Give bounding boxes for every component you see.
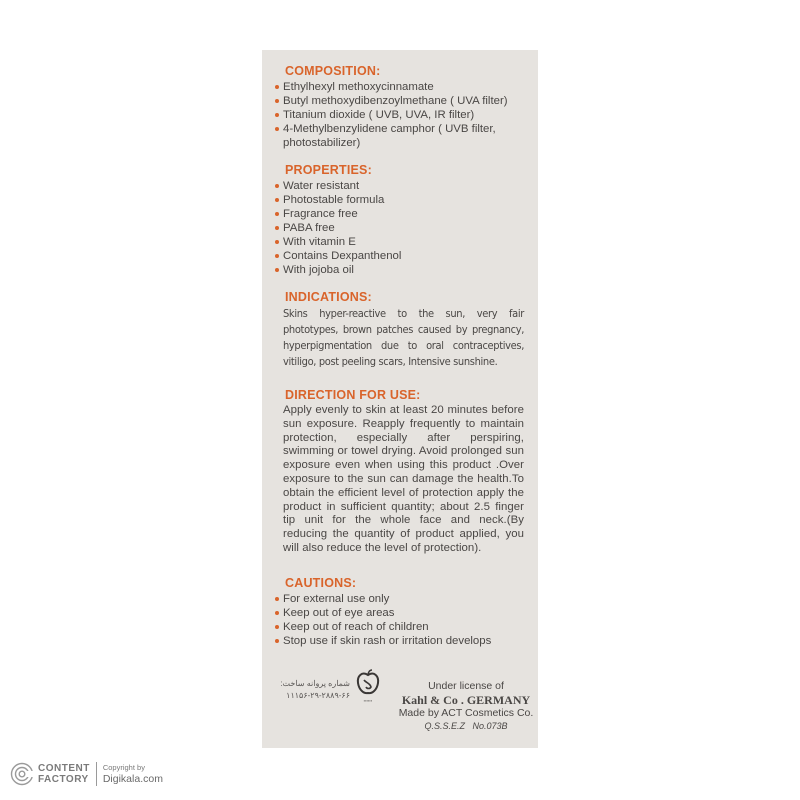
bullet-icon [275, 254, 279, 258]
emblem-caption: ▪▪▪▪▪▪ [363, 698, 373, 703]
list-item: Keep out of reach of children [274, 620, 524, 634]
list-item: Ethylhexyl methoxycinnamate [274, 80, 524, 94]
list-item: Fragrance free [274, 207, 524, 221]
cautions-heading: CAUTIONS: [285, 575, 357, 590]
bullet-icon [275, 99, 279, 103]
list-item: Water resistant [274, 179, 524, 193]
indications-text: Skins hyper-reactive to the sun, very fair phototypes, brown patches caused by pregnancy, hyperpigmentation due to oral contraceptives, vitiligo, post peeling scars, Intensive sunshine. [283, 307, 524, 368]
list-item: Butyl methoxydibenzoylmethane ( UVA filter) [274, 94, 524, 108]
licensor-text: Kahl & Co . GERMANY [401, 693, 531, 707]
bullet-icon [275, 184, 279, 188]
list-item: 4-Methylbenzylidene camphor ( UVB filter, photostabilizer) [274, 122, 524, 150]
watermark-divider [96, 762, 97, 786]
bullet-icon [275, 611, 279, 615]
license-label: شماره پروانه ساخت: [280, 679, 350, 688]
list-item: With vitamin E [274, 235, 524, 249]
bullet-icon [275, 597, 279, 601]
list-item: With jojoba oil [274, 263, 524, 277]
watermark [10, 762, 163, 786]
list-item: Titanium dioxide ( UVB, UVA, IR filter) [274, 108, 524, 122]
list-item: PABA free [274, 221, 524, 235]
list-item: Photostable formula [274, 193, 524, 207]
list-item: Keep out of eye areas [274, 606, 524, 620]
composition-section [274, 64, 524, 150]
cautions-section [274, 576, 524, 648]
direction-heading: DIRECTION FOR USE: [285, 388, 421, 402]
production-code: Q.S.S.E.Z No.073B [424, 721, 508, 731]
direction-text: Apply evenly to skin at least 20 minutes before sun exposure. Reapply frequently to maintain protection, especially after perspiring, swimming or towel drying. Avoid prolonged sun exposure even when using this product .Over exposure to the sun can damage the health.To obtain the efficient level of protection apply the product in sufficient quantity; about 2.5 finger tip unit for the whole face and neck.(By reducing the quantity of product applied, you will also reduce the level of protection). [283, 404, 524, 554]
list-item: Contains Dexpanthenol [274, 249, 524, 263]
under-license-text: Under license of [428, 680, 504, 692]
bullet-icon [275, 127, 279, 131]
manufacturer-block [398, 680, 534, 732]
list-item: For external use only [274, 592, 524, 606]
properties-list [274, 179, 524, 277]
bullet-icon [275, 85, 279, 89]
license-number: ۱۱۱۵۶-۲۹-۲۸۸۹-۶۶ [286, 691, 350, 700]
bullet-icon [275, 268, 279, 272]
composition-list [274, 80, 524, 150]
license-number-block [270, 678, 350, 702]
bullet-icon [275, 113, 279, 117]
properties-heading: PROPERTIES: [285, 163, 372, 177]
cautions-list [274, 592, 524, 648]
bullet-icon [275, 625, 279, 629]
bullet-icon [275, 226, 279, 230]
indications-section [274, 290, 524, 370]
health-ministry-emblem-icon [356, 669, 380, 699]
direction-section [274, 388, 524, 556]
content-factory-logo-icon [10, 762, 34, 786]
bullet-icon [275, 212, 279, 216]
product-box-back-panel [262, 50, 538, 748]
watermark-brand: CONTENT FACTORY [38, 763, 90, 785]
bullet-icon [275, 639, 279, 643]
list-item: Stop use if skin rash or irritation develops [274, 634, 524, 648]
bullet-icon [275, 240, 279, 244]
bullet-icon [275, 198, 279, 202]
properties-section [274, 163, 524, 277]
watermark-copyright: Copyright by Digikala.com [102, 762, 163, 785]
composition-heading: COMPOSITION: [285, 64, 381, 78]
indications-heading: INDICATIONS: [285, 290, 372, 304]
manufacturer-text: Made by ACT Cosmetics Co. [398, 707, 534, 719]
